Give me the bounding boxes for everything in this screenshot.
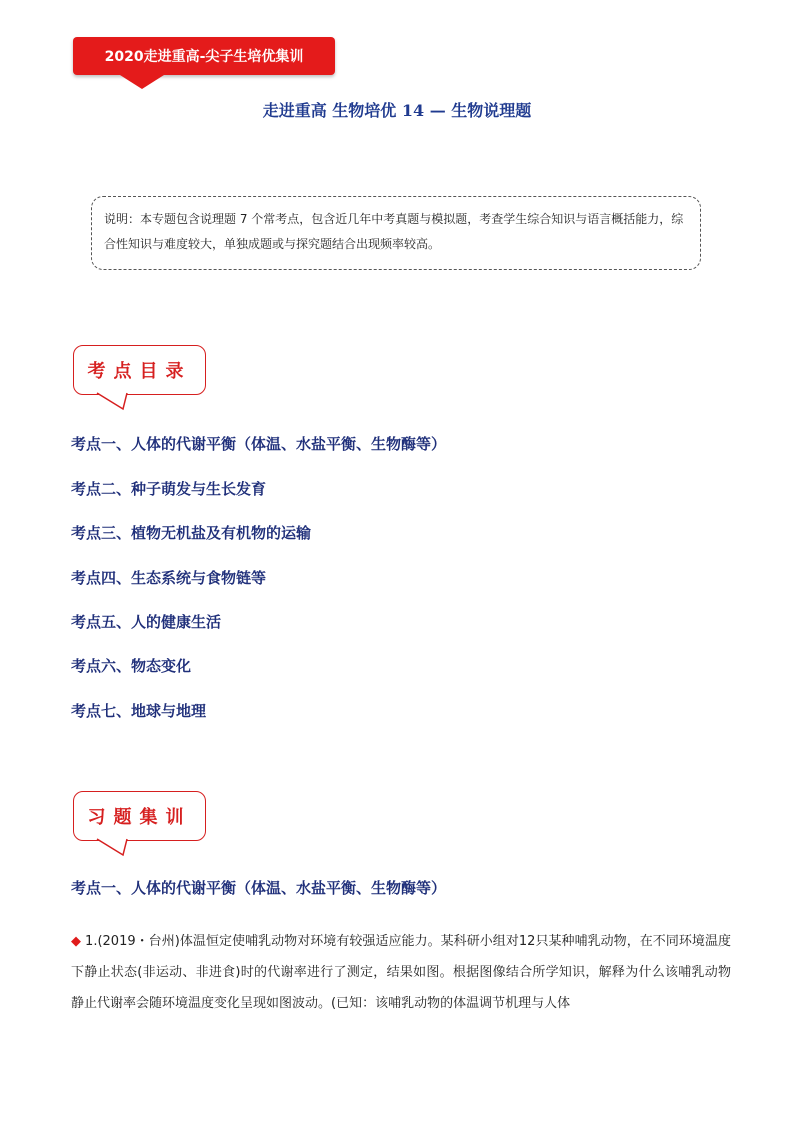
question-1-text: 1.(2019・台州)体温恒定使哺乳动物对环境有较强适应能力。某科研小组对12只某种哺乳动物，在不同环境温度下静止状态(非运动、非进食)时的代谢率进行了测定，结果如图。根据图像结合所学知识，解释为什么该哺乳动物静止代谢率会随环境温度变化呈现如图波动。(已知：该哺乳动物的体温调节机理与人体 xyxy=(71,934,731,1011)
toc-item-1[interactable]: 考点一、人体的代谢平衡（体温、水盐平衡、生物酶等） xyxy=(71,435,447,453)
series-banner xyxy=(73,37,335,75)
section-bubble-practice xyxy=(73,791,206,841)
description-box xyxy=(91,196,701,270)
bubble-tail-toc xyxy=(95,393,135,411)
page-title: 走进重高 生物培优 14 — 生物说理题 xyxy=(262,101,532,120)
toc-item-3[interactable]: 考点三、植物无机盐及有机物的运输 xyxy=(71,524,312,542)
description-text: 说明：本专题包含说理题 7 个常考点，包含近几年中考真题与模拟题，考查学生综合知识与语言概括能力，综合性知识与难度较大，单独成题或与探究题结合出现频率较高。 xyxy=(104,212,684,251)
section-label-practice: 习题集训 xyxy=(87,807,192,828)
practice-heading: 考点一、人体的代谢平衡（体温、水盐平衡、生物酶等） xyxy=(71,879,447,897)
section-label-toc: 考点目录 xyxy=(87,361,192,382)
banner-tail xyxy=(120,75,164,89)
toc-item-5[interactable]: 考点五、人的健康生活 xyxy=(71,613,222,631)
toc-item-6[interactable]: 考点六、物态变化 xyxy=(71,657,192,675)
question-1 xyxy=(71,926,731,1019)
diamond-icon: ◆ xyxy=(71,934,82,949)
bubble-tail-practice xyxy=(95,839,135,857)
section-bubble-toc xyxy=(73,345,206,395)
toc-item-7[interactable]: 考点七、地球与地理 xyxy=(71,702,207,720)
banner-text: 2020走进重高-尖子生培优集训 xyxy=(104,49,304,65)
toc-item-2[interactable]: 考点二、种子萌发与生长发育 xyxy=(71,480,267,498)
toc-item-4[interactable]: 考点四、生态系统与食物链等 xyxy=(71,569,267,587)
